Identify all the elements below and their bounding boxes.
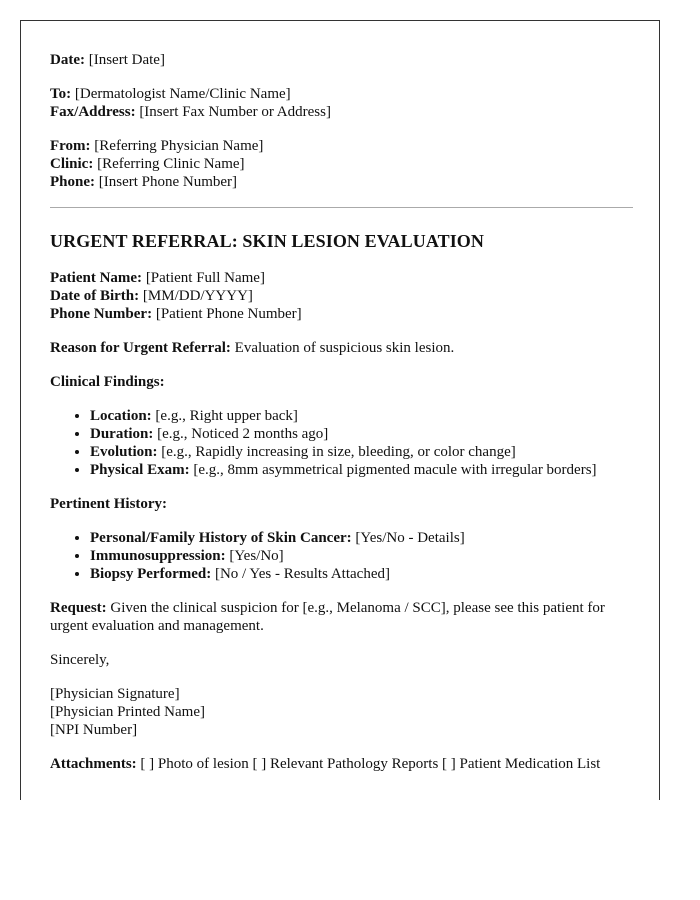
list-item xyxy=(90,407,640,425)
patient-name-line xyxy=(50,269,640,287)
list-item xyxy=(90,565,640,583)
recipient-block xyxy=(50,85,640,121)
phone-value: [Insert Phone Number] xyxy=(98,174,238,190)
request-label: Request: xyxy=(50,600,107,616)
fax-line xyxy=(50,103,640,121)
finding-label: Physical Exam: xyxy=(90,462,190,478)
attachments-block xyxy=(50,755,640,773)
pertinent-history-heading: Pertinent History: xyxy=(50,496,168,512)
patient-name-label: Patient Name: xyxy=(50,270,143,286)
salutation: Sincerely, xyxy=(50,652,110,668)
list-item xyxy=(90,547,640,565)
physician-signature: [Physician Signature] xyxy=(50,686,180,702)
finding-value: [e.g., Noticed 2 months ago] xyxy=(157,426,329,442)
date-label: Date: xyxy=(50,52,85,68)
reason-value: Evaluation of suspicious skin lesion. xyxy=(234,340,455,356)
from-line xyxy=(50,137,640,155)
referral-document xyxy=(20,20,660,800)
patient-phone-line xyxy=(50,305,640,323)
sender-block xyxy=(50,137,640,191)
date-block xyxy=(50,51,640,69)
list-item xyxy=(90,461,640,479)
signature-block xyxy=(50,685,640,739)
request-block xyxy=(50,599,640,635)
list-item xyxy=(90,425,640,443)
fax-value: [Insert Fax Number or Address] xyxy=(139,104,331,120)
reason-block xyxy=(50,339,640,357)
patient-dob-line xyxy=(50,287,640,305)
attachments-label: Attachments: xyxy=(50,756,137,772)
request-value: Given the clinical suspicion for [e.g., Melanoma / SCC], please see this patient for urgent evaluation and management. xyxy=(50,600,605,634)
history-value: [Yes/No - Details] xyxy=(355,530,465,546)
reason-line xyxy=(50,339,640,357)
finding-label: Location: xyxy=(90,408,152,424)
from-value: [Referring Physician Name] xyxy=(94,138,264,154)
fax-label: Fax/Address: xyxy=(50,104,136,120)
phone-label: Phone: xyxy=(50,174,95,190)
finding-label: Evolution: xyxy=(90,444,158,460)
header-divider xyxy=(50,207,633,208)
clinic-value: [Referring Clinic Name] xyxy=(97,156,245,172)
finding-label: Duration: xyxy=(90,426,154,442)
history-label: Immunosuppression: xyxy=(90,548,226,564)
patient-dob-label: Date of Birth: xyxy=(50,288,140,304)
clinical-findings-list xyxy=(50,407,640,479)
reason-label: Reason for Urgent Referral: xyxy=(50,340,231,356)
clinical-findings-heading-block xyxy=(50,373,640,391)
clinical-findings-heading: Clinical Findings: xyxy=(50,374,165,390)
attachments-value: [ ] Photo of lesion [ ] Relevant Pathology Reports [ ] Patient Medication List xyxy=(140,756,601,772)
clinic-label: Clinic: xyxy=(50,156,94,172)
history-label: Personal/Family History of Skin Cancer: xyxy=(90,530,352,546)
finding-value: [e.g., 8mm asymmetrical pigmented macule with irregular borders] xyxy=(193,462,597,478)
to-line xyxy=(50,85,640,103)
phone-line xyxy=(50,173,640,191)
history-label: Biopsy Performed: xyxy=(90,566,212,582)
patient-name-value: [Patient Full Name] xyxy=(145,270,265,286)
clinic-line xyxy=(50,155,640,173)
document-content xyxy=(50,51,640,789)
from-label: From: xyxy=(50,138,91,154)
pertinent-history-heading-block xyxy=(50,495,640,513)
date-line xyxy=(50,51,640,69)
patient-phone-label: Phone Number: xyxy=(50,306,153,322)
list-item xyxy=(90,443,640,461)
salutation-block xyxy=(50,651,640,669)
patient-block xyxy=(50,269,640,323)
npi-number: [NPI Number] xyxy=(50,722,138,738)
history-value: [No / Yes - Results Attached] xyxy=(214,566,390,582)
patient-dob-value: [MM/DD/YYYY] xyxy=(142,288,253,304)
date-value: [Insert Date] xyxy=(88,52,165,68)
physician-printed-name: [Physician Printed Name] xyxy=(50,704,205,720)
history-value: [Yes/No] xyxy=(229,548,284,564)
to-label: To: xyxy=(50,86,72,102)
finding-value: [e.g., Rapidly increasing in size, bleeding, or color change] xyxy=(161,444,516,460)
list-item xyxy=(90,529,640,547)
document-title: URGENT REFERRAL: SKIN LESION EVALUATION xyxy=(50,231,484,251)
finding-value: [e.g., Right upper back] xyxy=(155,408,298,424)
to-value: [Dermatologist Name/Clinic Name] xyxy=(74,86,291,102)
pertinent-history-list xyxy=(50,529,640,583)
patient-phone-value: [Patient Phone Number] xyxy=(155,306,302,322)
